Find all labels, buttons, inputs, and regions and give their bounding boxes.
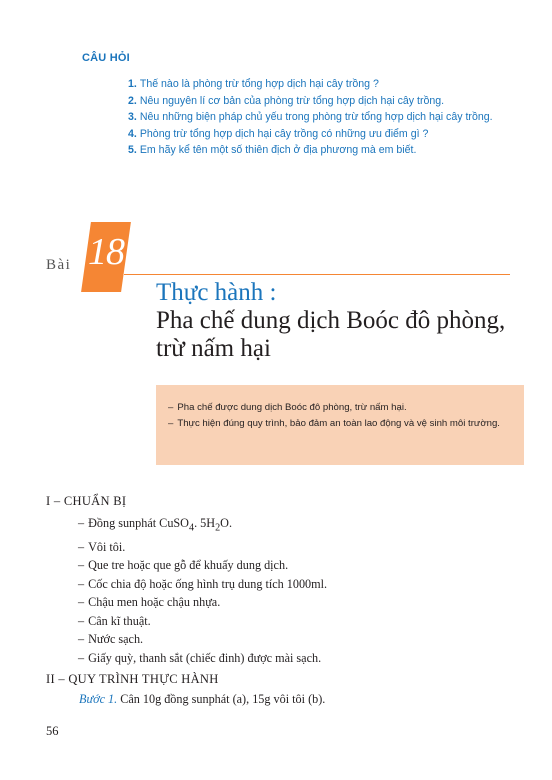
question-text: Phòng trừ tổng hợp dịch hại cây trồng có những ưu điểm gì ? [139, 127, 429, 140]
question-text: Nêu nguyên lí cơ bản của phòng trừ tổng hợp dịch hại cây trồng. [139, 94, 445, 107]
material-text: Nước sạch. [88, 632, 144, 647]
lesson-title: Thực hành : [156, 279, 277, 306]
step-1 [79, 692, 325, 707]
formula-subscript: 2 [215, 522, 221, 534]
material-item [78, 575, 327, 594]
material-item [78, 514, 327, 538]
page-number: 56 [46, 724, 59, 738]
material-text: Chậu men hoặc chậu nhựa. [88, 595, 221, 610]
question-item [128, 126, 528, 143]
material-item [78, 556, 327, 575]
formula-subscript: 4 [189, 522, 195, 534]
material-item [78, 612, 327, 631]
formula-text: Đồng sunphát CuSO [88, 516, 189, 530]
objective-item [168, 400, 514, 416]
objective-text: Thực hiện đúng quy trình, bảo đảm an toàn lao động và vệ sinh môi trường. [177, 418, 500, 429]
lesson-word: Bài [46, 257, 72, 273]
formula-text: O. [220, 516, 233, 530]
material-item [78, 630, 327, 649]
material-dash: – [78, 595, 85, 610]
material-text: Cân kĩ thuật. [88, 613, 151, 628]
question-item [128, 109, 528, 126]
material-dash: – [78, 558, 85, 573]
section-heading-preparation: I – CHUẨN BỊ [46, 494, 127, 508]
section-heading-procedure: II – QUY TRÌNH THỰC HÀNH [46, 672, 219, 686]
material-dash: – [78, 516, 85, 530]
question-list [128, 76, 528, 159]
question-number: 3. [128, 111, 137, 123]
objectives-box [156, 385, 524, 465]
step-text: Cân 10g đồng sunphát (a), 15g vôi tôi (b). [120, 692, 326, 706]
question-number: 4. [128, 127, 137, 140]
material-item [78, 649, 327, 668]
lesson-subtitle: Pha chế dung dịch Boóc đô phòng, trừ nấm hại [156, 307, 506, 362]
objective-text: Pha chế được dung dịch Boóc đô phòng, trừ nấm hại. [177, 402, 407, 413]
material-text: Vôi tôi. [88, 539, 126, 554]
questions-heading: CÂU HỎI [82, 52, 130, 64]
question-item [128, 93, 528, 110]
material-item [78, 593, 327, 612]
step-label: Bước 1. [79, 692, 118, 706]
material-dash: – [78, 613, 85, 628]
question-item [128, 76, 528, 93]
material-dash: – [78, 576, 85, 591]
material-dash: – [78, 632, 85, 647]
objective-dash: – [168, 418, 174, 429]
material-dash: – [78, 539, 85, 554]
material-text: Giấy quỳ, thanh sắt (chiếc đinh) được mài sạch. [88, 650, 322, 665]
lesson-number: 18 [88, 231, 124, 273]
question-number: 2. [128, 94, 137, 107]
question-text: Nêu những biện pháp chủ yếu trong phòng trừ tổng hợp dịch hại cây trồng. [139, 111, 493, 123]
objective-dash: – [168, 402, 174, 413]
question-number: 5. [128, 144, 137, 156]
material-text: Que tre hoặc que gỗ để khuấy dung dịch. [88, 558, 289, 573]
question-item [128, 142, 528, 159]
question-text: Thế nào là phòng trừ tổng hợp dịch hại cây trồng ? [139, 78, 379, 90]
objective-item [168, 416, 514, 432]
title-divider [124, 274, 510, 275]
material-text: Cốc chia độ hoặc ống hình trụ dung tích 1000ml. [88, 576, 328, 591]
question-number: 1. [128, 78, 137, 90]
material-item [78, 538, 327, 557]
material-dash: – [78, 650, 85, 665]
materials-list [78, 514, 327, 667]
formula-text: . 5H [194, 516, 216, 530]
question-text: Em hãy kể tên một số thiên địch ở địa phương mà em biết. [139, 144, 417, 156]
